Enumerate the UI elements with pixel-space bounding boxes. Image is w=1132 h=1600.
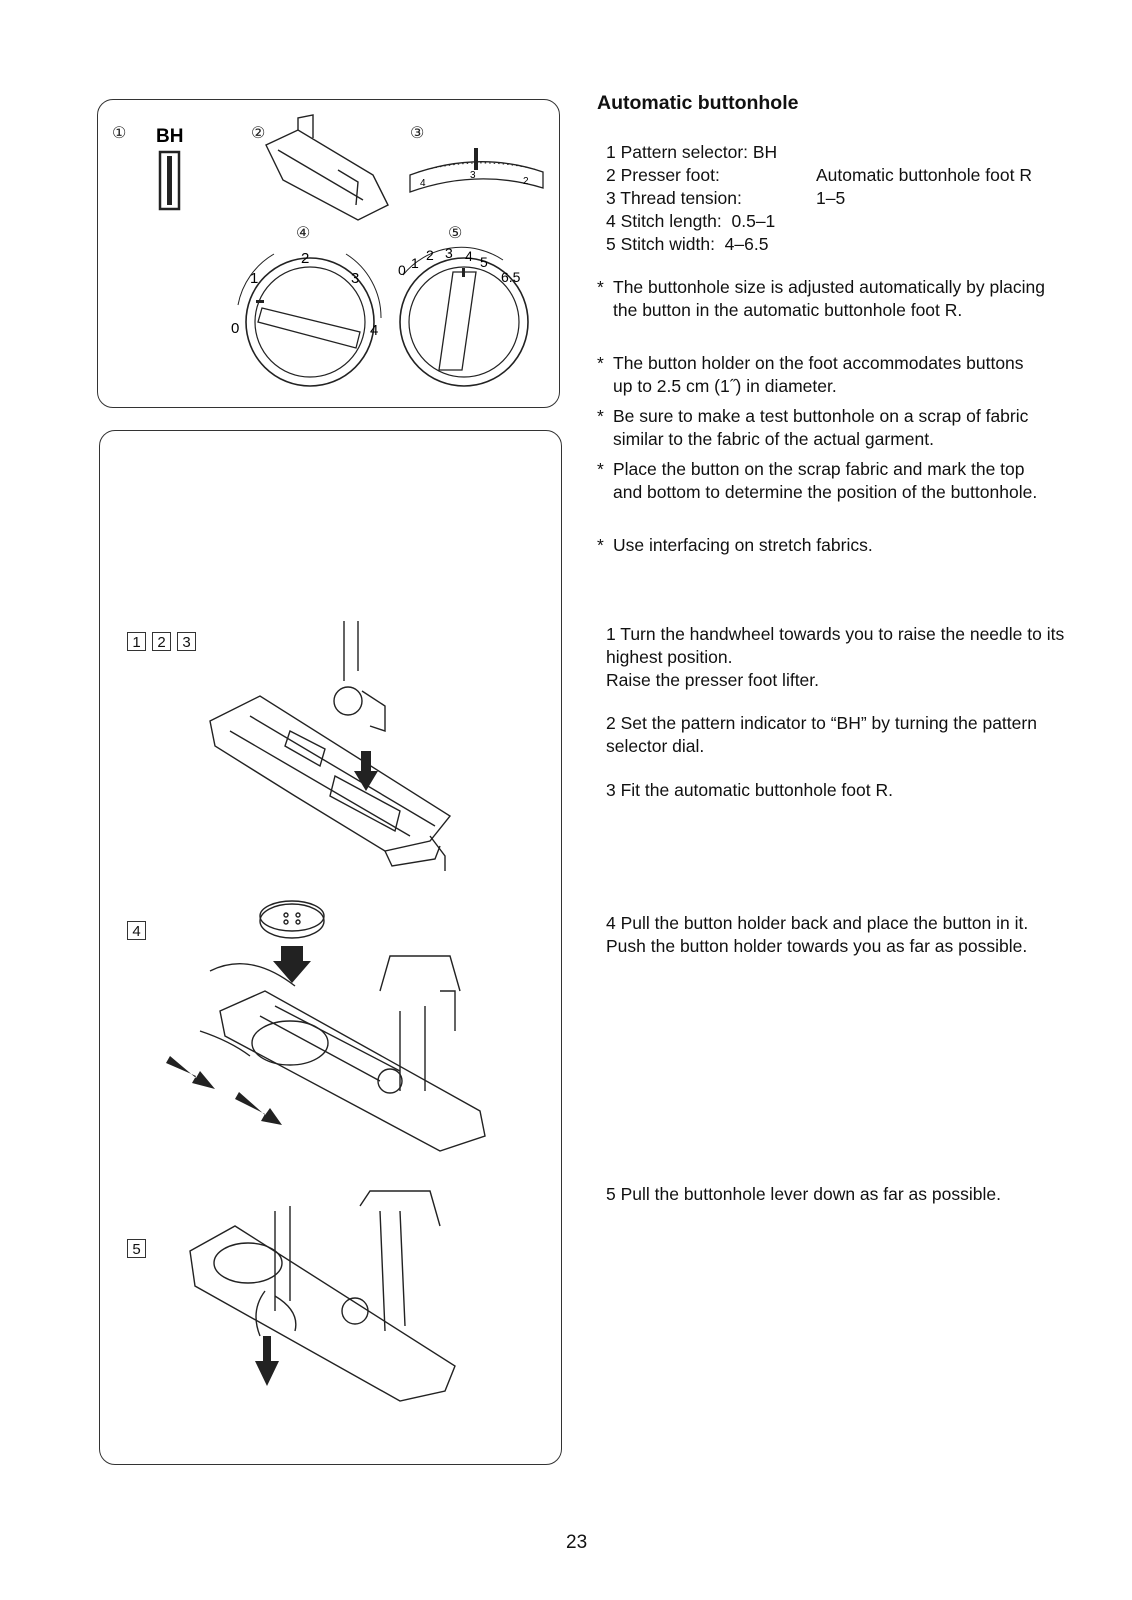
note-4	[597, 458, 1047, 504]
step-text: 3 Fit the automatic buttonhole foot R.	[606, 780, 893, 800]
width-tick-4: 4	[465, 248, 473, 264]
marker-2: ②	[251, 125, 266, 142]
settings-figure	[97, 99, 560, 408]
settings-row-4	[606, 210, 775, 233]
note-text: Be sure to make a test buttonhole on a scrap of fabric similar to the fabric of the actual garment.	[613, 406, 1029, 449]
tension-tick-2: 2	[523, 176, 529, 187]
step-2	[606, 712, 1096, 758]
width-tick-1: 1	[411, 255, 419, 271]
setting-value: 1–5	[816, 188, 846, 208]
steps-figure	[99, 430, 562, 1465]
length-tick-2: 2	[301, 250, 310, 267]
setting-value: Automatic buttonhole foot R	[816, 165, 1032, 185]
page-number: 23	[566, 1532, 588, 1553]
bh-label: BH	[156, 126, 184, 147]
step-5	[606, 1183, 1096, 1206]
marker-5: ⑤	[448, 225, 463, 242]
settings-row-1	[606, 141, 777, 164]
foot-attach-illustration	[210, 621, 450, 871]
width-tick-5: 5	[480, 254, 488, 270]
tension-tick-4: 4	[420, 178, 426, 189]
setting-label: 4 Stitch length: 0.5–1	[606, 211, 776, 231]
settings-figure-svg	[98, 100, 561, 409]
step-label-2: 2	[152, 632, 171, 651]
down-arrow-icon-2	[273, 946, 311, 983]
width-tick-3: 3	[445, 245, 453, 261]
button-placement-illustration	[200, 901, 485, 1151]
note-1	[597, 276, 1047, 322]
steps-figure-svg	[100, 431, 563, 1466]
width-tick-65: 6.5	[501, 269, 521, 285]
down-arrow-icon-3	[255, 1336, 279, 1386]
note-bullet: *	[597, 277, 604, 297]
marker-3: ③	[410, 125, 425, 142]
width-tick-0: 0	[398, 262, 406, 278]
note-text: The buttonhole size is adjusted automatically by placing the button in the automatic buttonhole foot R.	[613, 277, 1045, 320]
step-label-3: 3	[177, 632, 196, 651]
marker-4: ④	[296, 225, 311, 242]
marker-1: ①	[112, 125, 127, 142]
note-2	[597, 352, 1047, 398]
step-4	[606, 912, 1096, 958]
note-text: The button holder on the foot accommodates buttons up to 2.5 cm (1˝) in diameter.	[613, 353, 1024, 396]
length-tick-4: 4	[370, 322, 379, 339]
note-5	[597, 534, 1047, 557]
note-bullet: *	[597, 459, 604, 479]
buttonhole-pattern-icon	[160, 152, 179, 209]
length-tick-3: 3	[351, 270, 360, 287]
note-bullet: *	[597, 535, 604, 555]
note-text: Use interfacing on stretch fabrics.	[613, 535, 873, 555]
setting-label: 5 Stitch width: 4–6.5	[606, 234, 769, 254]
step-text: 4 Pull the button holder back and place the button in it.	[606, 913, 1029, 933]
note-3	[597, 405, 1047, 451]
setting-label: 2 Presser foot:	[606, 165, 720, 185]
note-bullet: *	[597, 406, 604, 426]
forward-arrow-icon	[235, 1092, 282, 1125]
step-1	[606, 623, 1096, 692]
page-title: Automatic buttonhole	[597, 92, 799, 114]
step-text: 2 Set the pattern indicator to “BH” by turning the pattern selector dial.	[606, 713, 1037, 756]
step-3	[606, 779, 1096, 802]
settings-row-3	[606, 187, 846, 210]
length-tick-0: 0	[231, 320, 240, 337]
setting-label: 1 Pattern selector: BH	[606, 142, 778, 162]
note-text: Place the button on the scrap fabric and mark the top and bottom to determine the position of the buttonhole.	[613, 459, 1038, 502]
lever-pull-illustration	[190, 1191, 455, 1401]
tension-scale-icon	[410, 148, 543, 192]
settings-row-2	[606, 164, 1032, 187]
settings-row-5	[606, 233, 768, 256]
presser-foot-icon	[266, 115, 388, 220]
step-extra: Raise the presser foot lifter.	[606, 670, 820, 690]
length-tick-1: 1	[250, 270, 259, 287]
step-label-1: 1	[127, 632, 146, 651]
step-text: 1 Turn the handwheel towards you to raise the needle to its highest position.	[606, 624, 1065, 667]
step-label-5: 5	[127, 1239, 146, 1258]
back-arrow-icon	[166, 1056, 215, 1089]
stitch-width-dial-icon	[398, 245, 528, 386]
step-text: 5 Pull the buttonhole lever down as far as possible.	[606, 1184, 1001, 1204]
step-label-4: 4	[127, 921, 146, 940]
width-tick-2: 2	[426, 247, 434, 263]
stitch-length-dial-icon	[231, 250, 381, 386]
step-extra: Push the button holder towards you as far as possible.	[606, 936, 1028, 956]
setting-label: 3 Thread tension:	[606, 188, 742, 208]
note-bullet: *	[597, 353, 604, 373]
tension-tick-3: 3	[470, 170, 476, 181]
